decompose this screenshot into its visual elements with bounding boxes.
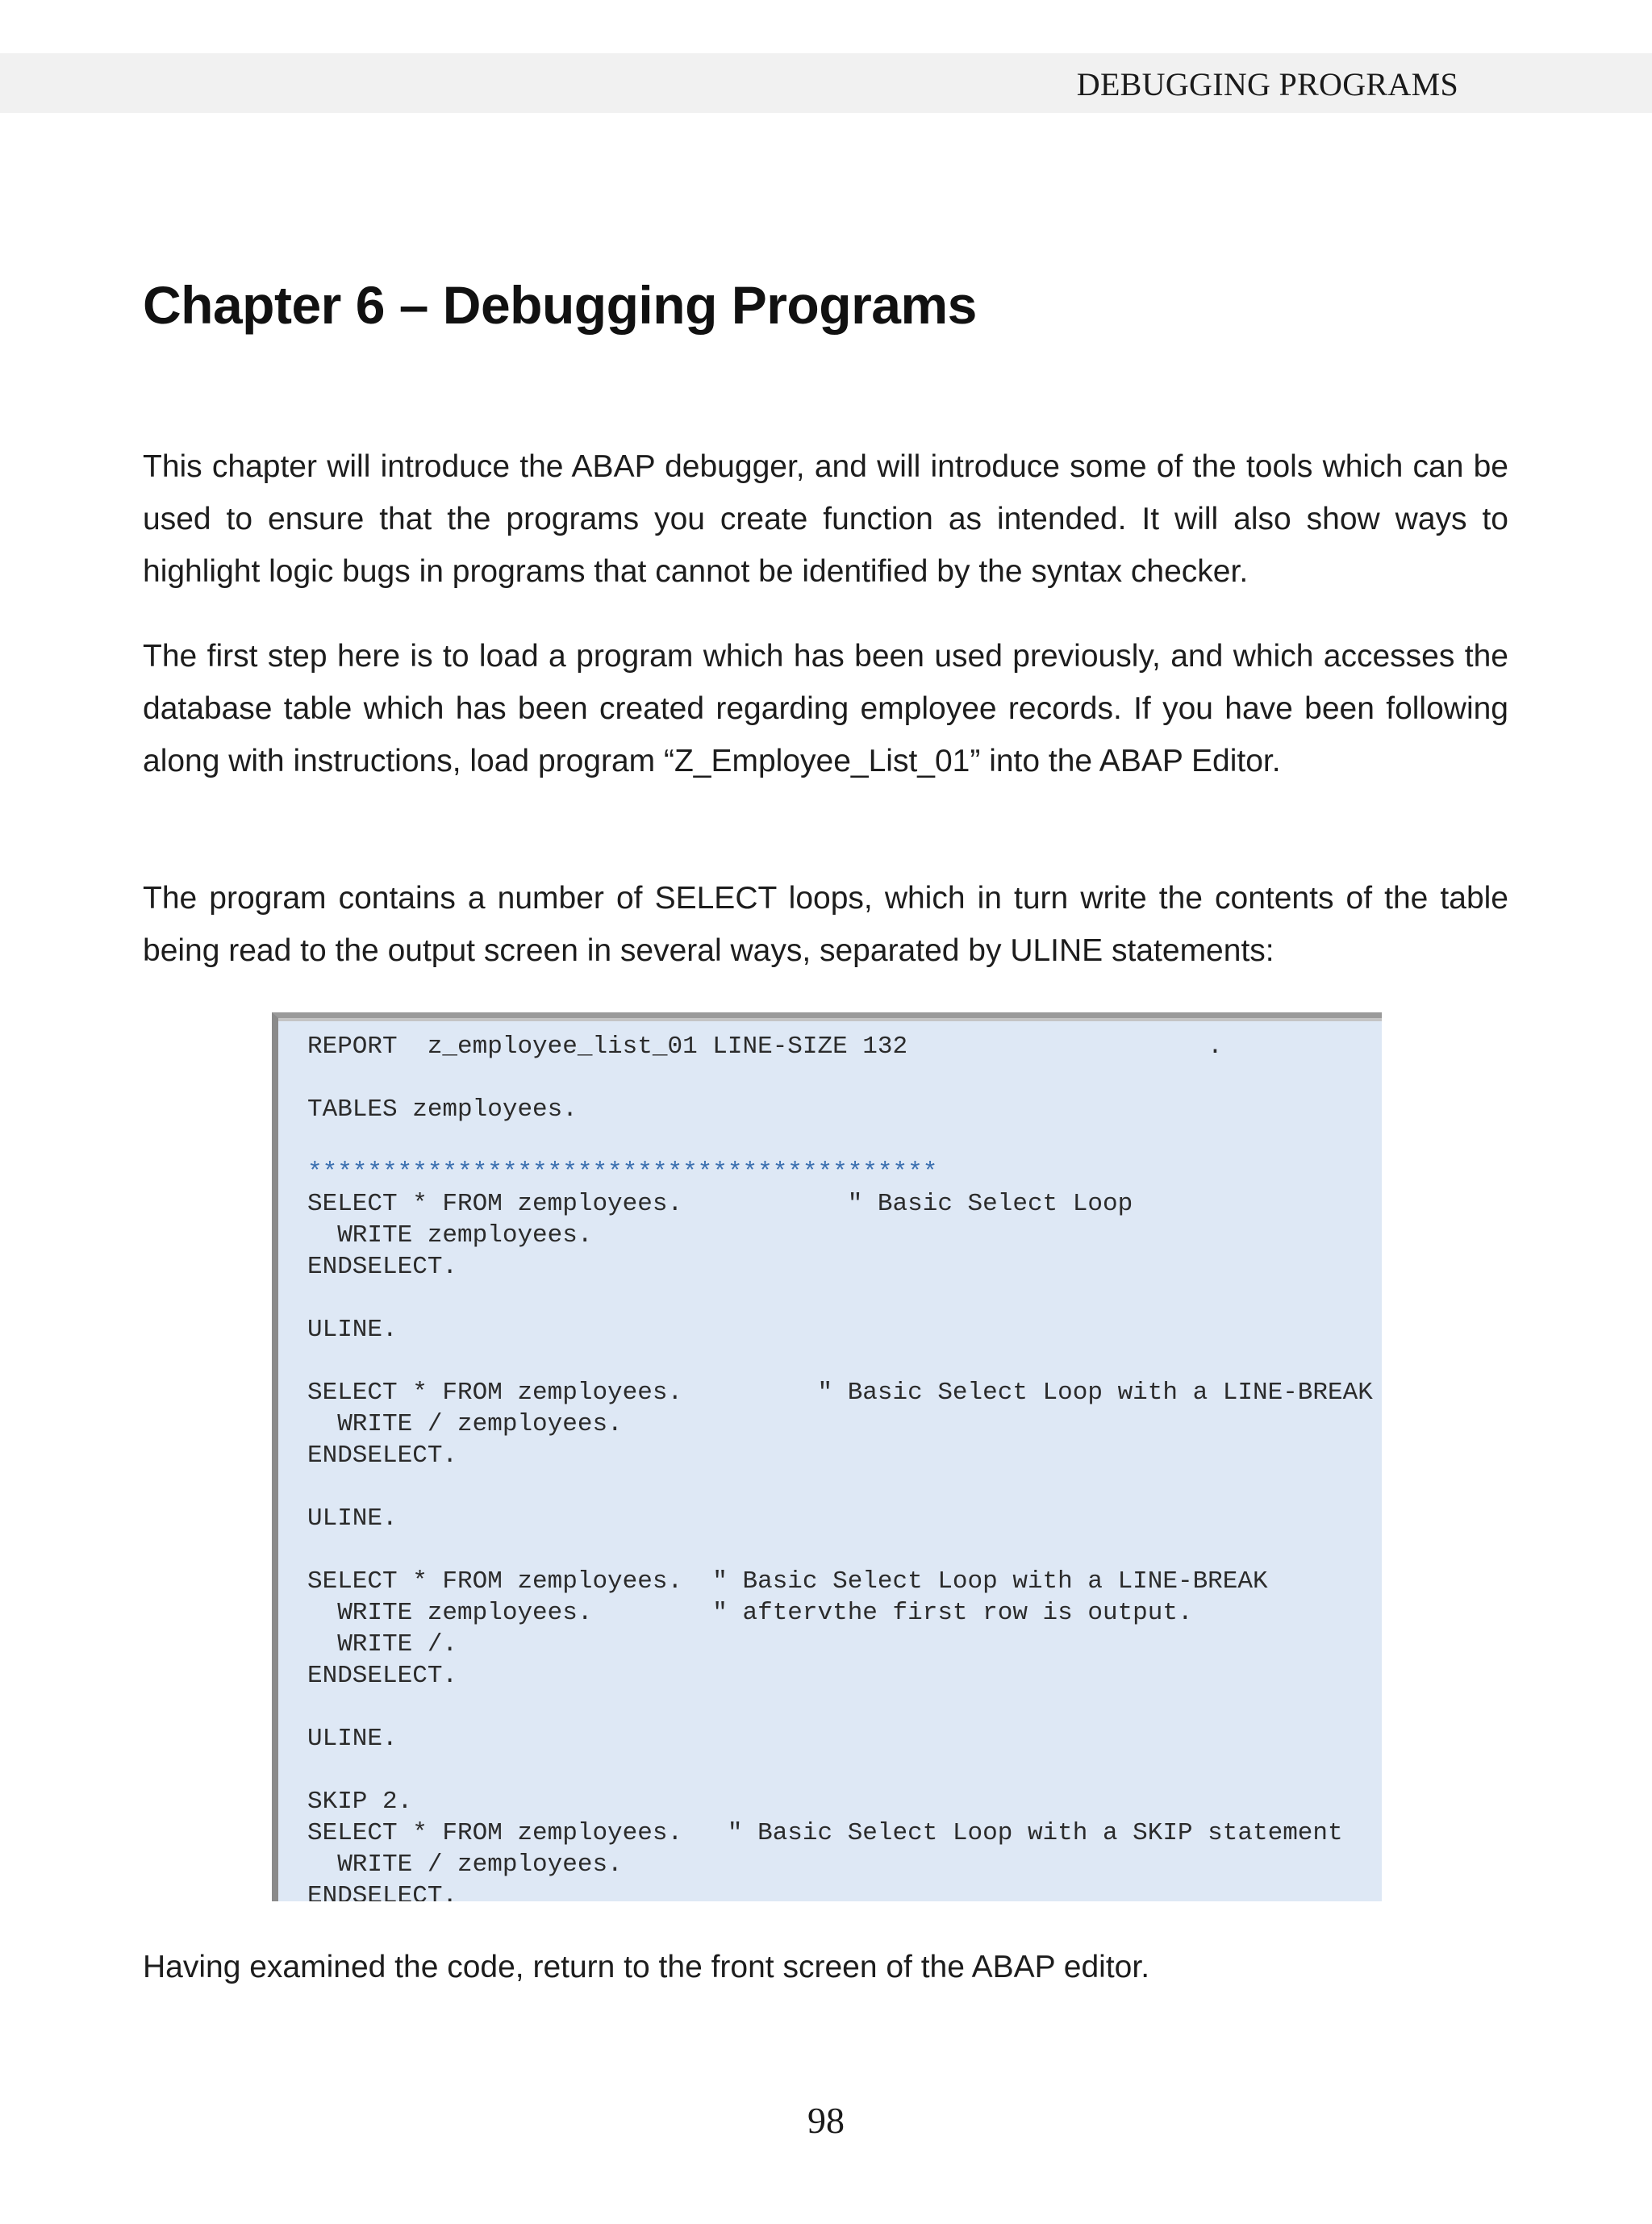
page-header (0, 53, 1652, 113)
code-line: WRITE / zemployees. (307, 1851, 623, 1879)
load-program-paragraph: The first step here is to load a program which has been used previously, and which accesses the database table which has been created regarding employee records. If you have been following along with instructions, load program “Z_Employee_List_01” into the ABAP Editor. (143, 639, 1508, 778)
code-line (307, 1062, 1373, 1094)
select-loops-paragraph: The program contains a number of SELECT loops, which in turn write the contents of the table being read to the output screen in several ways, separated by ULINE statements: (143, 881, 1508, 968)
code-line: SKIP 2. (307, 1788, 413, 1816)
code-line: ULINE. (307, 1725, 398, 1753)
code-line (307, 1125, 1373, 1157)
code-listing (307, 1031, 1373, 1901)
code-line: WRITE / zemployees. (307, 1410, 623, 1438)
code-line: ENDSELECT. (307, 1442, 458, 1470)
running-head: DEBUGGING PROGRAMS (1076, 66, 1458, 102)
code-line: SELECT * FROM zemployees. " Basic Select Loop with a SKIP statement (307, 1819, 1343, 1847)
code-screenshot (272, 1012, 1382, 1901)
code-line: ENDSELECT. (307, 1253, 458, 1281)
page-number: 98 (807, 2100, 845, 2141)
closing-paragraph: Having examined the code, return to the front screen of the ABAP editor. (143, 1950, 1150, 1984)
code-line (307, 1534, 1373, 1566)
code-line: ENDSELECT. (307, 1882, 458, 1901)
code-line: REPORT z_employee_list_01 LINE-SIZE 132 . (307, 1033, 1223, 1061)
code-line: SELECT * FROM zemployees. " Basic Select Loop (307, 1190, 1133, 1218)
code-line: ULINE. (307, 1504, 398, 1533)
intro-paragraph: This chapter will introduce the ABAP debugger, and will introduce some of the tools which can be used to ensure that the programs you create function as intended. It will also show ways to highlight logic bugs in programs that cannot be identified by the syntax checker. (143, 449, 1508, 589)
chapter-title: Chapter 6 – Debugging Programs (143, 275, 977, 335)
code-line (307, 1283, 1373, 1314)
code-line (307, 1692, 1373, 1723)
code-line: ULINE. (307, 1316, 398, 1344)
code-line: WRITE /. (307, 1630, 458, 1659)
code-line (307, 1346, 1373, 1377)
code-line: ENDSELECT. (307, 1662, 458, 1690)
code-comment-line: ****************************************** (307, 1158, 938, 1187)
code-line: WRITE zemployees. (307, 1221, 593, 1250)
code-line: WRITE zemployees. " aftervthe first row is output. (307, 1599, 1193, 1627)
code-line: TABLES zemployees. (307, 1095, 578, 1124)
code-line: SELECT * FROM zemployees. " Basic Select Loop with a LINE-BREAK (307, 1567, 1268, 1596)
code-line (307, 1755, 1373, 1786)
code-line: SELECT * FROM zemployees. " Basic Select Loop with a LINE-BREAK (307, 1379, 1373, 1407)
code-line (307, 1471, 1373, 1503)
